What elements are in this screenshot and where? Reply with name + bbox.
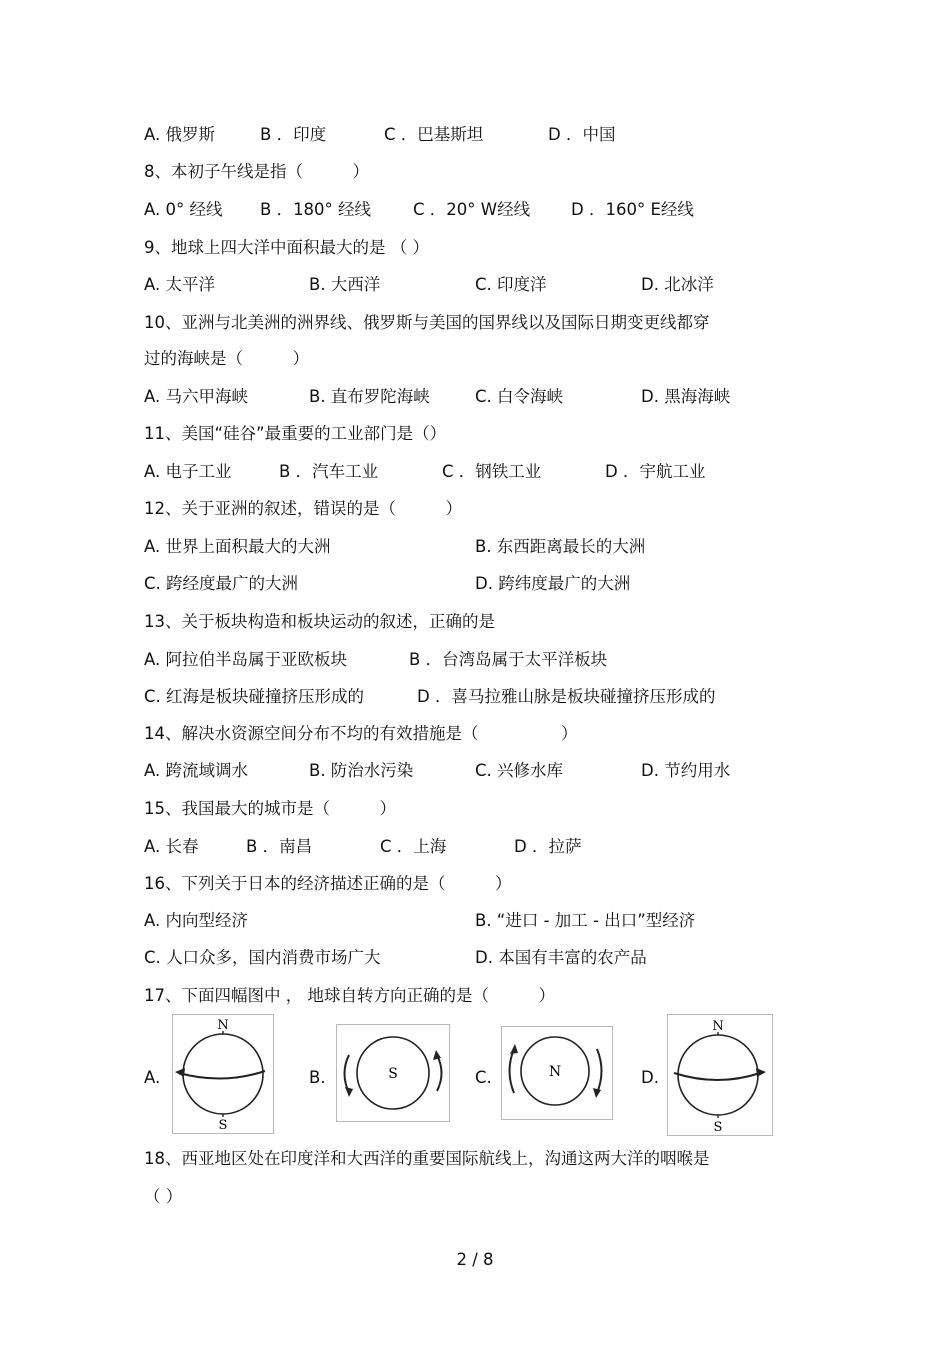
- q18-stem-line1: 18、西亚地区处在印度洋和大西洋的重要国际航线上，沟通这两大洋的咽喉是: [144, 1149, 710, 1168]
- q10-option-a: A. 马六甲海峡: [144, 387, 248, 406]
- arrow-down-icon: [345, 1087, 353, 1097]
- south-label: S: [218, 1118, 228, 1133]
- arrow-up-icon: [510, 1044, 518, 1054]
- q17-label-d: D.: [641, 1068, 659, 1087]
- q7-option-a: A. 俄罗斯: [144, 125, 215, 144]
- north-label: N: [712, 1019, 724, 1034]
- q12-option-d: D. 跨纬度最广的大洲: [475, 574, 631, 593]
- q11-option-d: D ．宇航工业: [605, 462, 706, 481]
- q15-option-b: B ．南昌: [246, 837, 313, 856]
- q11-stem: 11、美国“硅谷”最重要的工业部门是（）: [144, 424, 447, 443]
- q16-stem: 16、下列关于日本的经济描述正确的是（ ）: [144, 874, 512, 893]
- q16-option-c: C. 人口众多，国内消费市场广大: [144, 948, 381, 967]
- q9-option-a: A. 太平洋: [144, 275, 215, 294]
- q7-option-d: D ．中国: [548, 125, 616, 144]
- q11-option-a: A. 电子工业: [144, 462, 232, 481]
- q17-figure-b: [336, 1024, 450, 1122]
- q11-option-c: C ．钢铁工业: [442, 462, 542, 481]
- q7-option-c: C ．巴基斯坦: [384, 125, 484, 144]
- q17-figure-d: [667, 1014, 773, 1136]
- q17-figure-c: [501, 1026, 613, 1120]
- q13-option-c: C. 红海是板块碰撞挤压形成的: [144, 687, 365, 706]
- globe-circle: [678, 1035, 758, 1115]
- q12-option-b: B. 东西距离最长的大洲: [475, 537, 646, 556]
- q8-option-a: A. 0° 经线: [144, 200, 223, 219]
- q16-option-a: A. 内向型经济: [144, 911, 248, 930]
- q8-option-c: C ．20° W经线: [413, 200, 531, 219]
- arrow-down-icon: [593, 1088, 601, 1098]
- q10-option-c: C. 白令海峡: [475, 387, 564, 406]
- right-arc: [437, 1055, 442, 1091]
- arrow-up-icon: [433, 1050, 441, 1060]
- q16-option-b: B. “进口 - 加工 - 出口”型经济: [475, 911, 696, 930]
- q16-option-d: D. 本国有丰富的农产品: [475, 948, 647, 967]
- q12-stem: 12、关于亚洲的叙述，错误的是（ ）: [144, 499, 462, 518]
- q9-option-d: D. 北冰洋: [641, 275, 714, 294]
- q11-option-b: B ．汽车工业: [279, 462, 379, 481]
- q9-option-c: C. 印度洋: [475, 275, 547, 294]
- q8-option-d: D ．160° E经线: [571, 200, 694, 219]
- q14-option-a: A. 跨流域调水: [144, 761, 248, 780]
- north-label: N: [217, 1018, 229, 1033]
- q12-option-a: A. 世界上面积最大的大洲: [144, 537, 331, 556]
- q10-stem-line1: 10、亚洲与北美洲的洲界线、俄罗斯与美国的国界线以及国际日期变更线都穿: [144, 313, 710, 332]
- q7-option-b: B ．印度: [260, 125, 327, 144]
- q12-option-c: C. 跨经度最广的大洲: [144, 574, 299, 593]
- rotation-arc: [674, 1073, 760, 1080]
- q17-label-c: C.: [475, 1068, 492, 1087]
- left-arc: [510, 1049, 515, 1093]
- q17-stem: 17、下面四幅图中 ， 地球自转方向正确的是（ ）: [144, 986, 555, 1005]
- pole-label: N: [548, 1064, 562, 1080]
- q17-label-a: A.: [144, 1068, 161, 1087]
- q9-stem: 9、地球上四大洋中面积最大的是 （ ）: [144, 238, 429, 257]
- q10-option-d: D. 黑海海峡: [641, 387, 731, 406]
- q13-stem: 13、关于板块构造和板块运动的叙述，正确的是: [144, 612, 495, 631]
- arrow-head-icon: [756, 1068, 766, 1077]
- q14-option-d: D. 节约用水: [641, 761, 731, 780]
- right-arc: [597, 1049, 602, 1093]
- q13-option-b: B ．台湾岛属于太平洋板块: [409, 650, 608, 669]
- page-number: 2 / 8: [456, 1250, 494, 1269]
- q15-option-c: C ．上海: [380, 837, 447, 856]
- q15-option-a: A. 长春: [144, 837, 199, 856]
- rotation-arc: [179, 1071, 265, 1079]
- q10-stem-line2: 过的海峡是（ ）: [144, 349, 309, 368]
- q14-option-b: B. 防治水污染: [309, 761, 414, 780]
- q8-stem: 8、本初子午线是指（ ）: [144, 162, 369, 181]
- q9-option-b: B. 大西洋: [309, 275, 381, 294]
- q17-label-b: B.: [309, 1068, 326, 1087]
- q8-option-b: B ．180° 经线: [260, 200, 372, 219]
- q15-stem: 15、我国最大的城市是（ ）: [144, 799, 396, 818]
- pole-label: S: [388, 1066, 398, 1082]
- south-label: S: [713, 1120, 723, 1135]
- q18-stem-line2: （ ）: [144, 1187, 183, 1206]
- q14-option-c: C. 兴修水库: [475, 761, 564, 780]
- q15-option-d: D ．拉萨: [514, 837, 582, 856]
- q17-figure-a: [172, 1014, 274, 1134]
- q13-option-d: D ．喜马拉雅山脉是板块碰撞挤压形成的: [417, 687, 716, 706]
- q13-option-a: A. 阿拉伯半岛属于亚欧板块: [144, 650, 347, 669]
- q14-stem: 14、解决水资源空间分布不均的有效措施是（ ）: [144, 724, 578, 743]
- arrow-head-icon: [175, 1068, 185, 1077]
- q10-option-b: B. 直布罗陀海峡: [309, 387, 430, 406]
